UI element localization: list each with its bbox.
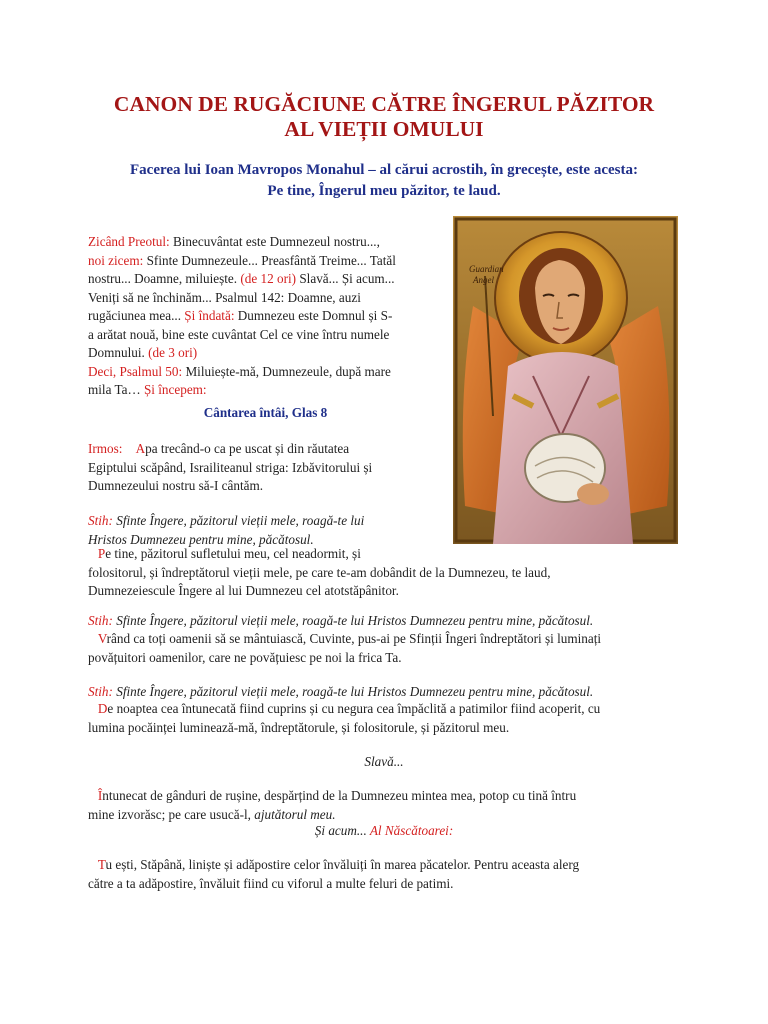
- irmos-line-1: Irmos: Apa trecând-o ca pe uscat și din răutatea: [88, 441, 350, 456]
- guardian-angel-icon: [453, 216, 678, 544]
- intro-line-8: Deci, Psalmul 50: Miluiește-mă, Dumnezeule, după mare: [88, 363, 391, 379]
- irmos-block: [88, 440, 443, 496]
- intro-line-3: nostru... Doamne, miluiește. (de 12 ori) Slavă... Și acum...: [88, 271, 395, 286]
- troparion-5-line-1: Tu ești, Stăpână, liniște și adăpostire celor învăluiți în marea păcatelor. Pentru aceasta alerg: [97, 857, 580, 872]
- subtitle-line-2: Pe tine, Îngerul meu păzitor, te laud.: [267, 183, 501, 199]
- troparion-2: [88, 630, 680, 667]
- intro-line-6: a arătat nouă, bine este cuvântat Cel ce vine întru numele: [88, 326, 390, 342]
- title-line-1: CANON DE RUGĂCIUNE CĂTRE ÎNGERUL PĂZITOR: [113, 92, 655, 116]
- troparion-2-line-2: povățuitori oamenilor, care ne povățuiesc pe noi la frica Ta.: [88, 649, 402, 665]
- troparion-3: [88, 700, 680, 737]
- stih-2: Stih: Sfinte Îngere, păzitorul vieții mele, roagă-te lui Hristos Dumnezeu pentru mine, păcătosul.: [88, 613, 594, 628]
- stih-1: [88, 512, 443, 549]
- intro-line-1: Zicând Preotul: Binecuvântat este Dumnezeul nostru...,: [88, 234, 380, 249]
- troparion-1-line-3: Dumnezeiescule Îngere al lui Dumnezeu cel atotstăpânitor.: [88, 583, 399, 598]
- page-title: [0, 92, 768, 142]
- intro-line-5: rugăciunea mea... Și îndată: Dumnezeu este Domnul și S-: [88, 308, 393, 323]
- troparion-2-line-1: Vrând ca toți oamenii să se mântuiască, Cuvinte, pus-ai pe Sfinții Îngeri îndreptători și luminați: [97, 631, 602, 646]
- intro-line-9: mila Ta… Și începem:: [88, 382, 207, 397]
- page-subtitle: [0, 160, 768, 202]
- troparion-4-line-2: mine izvorăsc; pe care usucă-l, ajutătorul meu.: [88, 806, 336, 822]
- intro-line-4: Veniți să ne închinăm... Psalmul 142: Doamne, auzi: [88, 289, 361, 305]
- guardian-angel-image: [453, 216, 678, 544]
- troparion-3-line-2: lumina pocăinței luminează-mă, îndreptătorule, și folositorule, și păzitorul meu.: [88, 719, 510, 735]
- subtitle-line-1: Facerea lui Ioan Mavropos Monahul – al cărui acrostih, în grecește, este acesta:: [130, 162, 638, 178]
- troparion-5: [88, 856, 680, 893]
- stih-3: Stih: Sfinte Îngere, păzitorul vieții mele, roagă-te lui Hristos Dumnezeu pentru mine, păcătosul.: [88, 684, 594, 699]
- troparion-5-line-2: către a ta adăpostire, învăluit fiind cu viforul a multe feluri de patimi.: [88, 875, 454, 891]
- troparion-4: [88, 787, 680, 824]
- intro-line-2: noi zicem: Sfinte Dumnezeule... Preasfântă Treime... Tatăl: [88, 252, 396, 268]
- troparion-1-line-1: Pe tine, păzitorul sufletului meu, cel neadormit, și: [97, 546, 361, 561]
- icon-caption-2: Angel: [473, 275, 494, 285]
- title-line-2: AL VIEȚII OMULUI: [284, 117, 484, 141]
- stih-1-line-1: Stih: Sfinte Îngere, păzitorul vieții mele, roagă-te lui: [88, 513, 365, 528]
- stih-1-line-2: Hristos Dumnezeu pentru mine, păcătosul.: [88, 531, 314, 547]
- icon-caption-1: Guardian: [469, 264, 504, 274]
- si-acum-label: Și acum... Al Născătoarei:: [314, 823, 454, 838]
- troparion-1: [88, 545, 680, 601]
- troparion-1-line-2: folositorul, și îndreptătorul vieții mele, pe care te-am dobândit de la Dumnezeu, te laud,: [88, 564, 551, 580]
- troparion-4-line-1: Întunecat de gânduri de rușine, despărțind de la Dumnezeu mintea mea, potop cu tină întru: [97, 788, 577, 803]
- slava-label: Slavă...: [364, 754, 404, 769]
- irmos-line-3: Dumnezeului nostru să-I cântăm.: [88, 478, 264, 493]
- troparion-3-line-1: De noaptea cea întunecată fiind cuprins și cu negura cea împăclită a patimilor fiind acoperit, cu: [97, 701, 601, 716]
- intro-line-7: Domnului. (de 3 ori): [88, 345, 198, 360]
- ode-heading: Cântarea întâi, Glas 8: [203, 405, 328, 420]
- irmos-line-2: Egiptului scăpând, Israiliteanul striga: Izbăvitorului și: [88, 459, 373, 475]
- intro-block: [88, 233, 443, 400]
